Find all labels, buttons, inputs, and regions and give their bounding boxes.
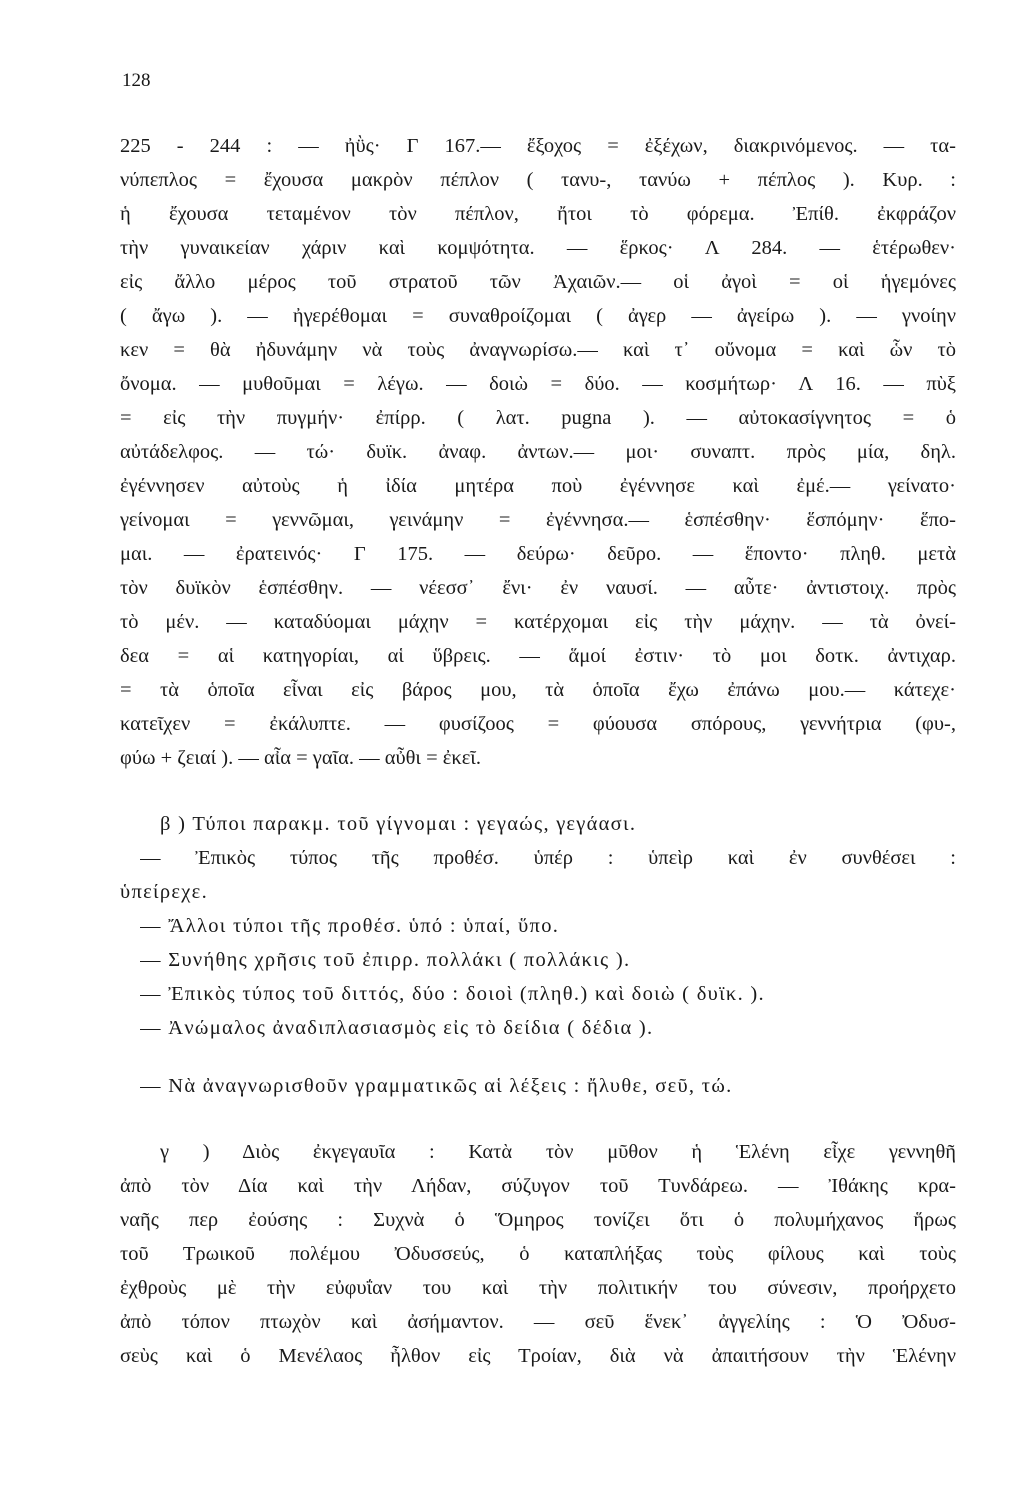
text-line: ἀπὸ τόπον πτωχὸν καὶ ἀσήμαντον. — σεῦ ἕνεκ᾽ ἀγγελίης : Ὁ Ὀδυσ- <box>120 1311 956 1333</box>
text-line: τὴν γυναικείαν χάριν καὶ κομψότητα. — ἕρκος· Λ 284. — ἑτέρωθεν· <box>120 237 956 259</box>
text-line: 225 - 244 : — ἠῢς· Γ 167.— ἔξοχος = ἐξέχων, διακρινόμενος. — τα- <box>120 135 956 157</box>
text-line: νύπεπλος = ἔχουσα μακρὸν πέπλον ( τανυ-, τανύω + πέπλος ). Κυρ. : <box>120 169 956 191</box>
text-line: δεα = αἱ κατηγορίαι, αἱ ὕβρεις. — ἅμοί ἐστιν· τὸ μοι δοτκ. ἀντιχαρ. <box>120 645 956 667</box>
text-line: ἐχθροὺς μὲ τὴν εὐφυΐαν του καὶ τὴν πολιτικήν του σύνεσιν, προήρχετο <box>120 1277 956 1299</box>
text-line: — Ἐπικὸς τύπος τοῦ διττός, δύο : δοιοὶ (πληθ.) καὶ δοιὼ ( δυϊκ. ). <box>140 983 765 1005</box>
text-line: ἀπὸ τὸν Δία καὶ τὴν Λήδαν, σύζυγον τοῦ Τυνδάρεω. — Ἰθάκης κρα- <box>120 1175 956 1197</box>
text-line: — Συνήθης χρῆσις τοῦ ἐπιρρ. πολλάκι ( πολλάκις ). <box>140 949 631 971</box>
text-line: φύω + ζειαί ). — αἶα = γαῖα. — αὖθι = ἐκεῖ. <box>120 747 481 769</box>
text-line: γείνομαι = γεννῶμαι, γεινάμην = ἐγέννησα.— ἑσπέσθην· ἕσπόμην· ἕπο- <box>120 509 956 531</box>
text-line: γ ) Διὸς ἐκγεγαυῖα : Κατὰ τὸν μῦθον ἡ Ἑλένη εἶχε γεννηθῆ <box>160 1141 956 1163</box>
text-line: — Νὰ ἀναγνωρισθοῦν γραμματικῶς αἱ λέξεις : ἤλυθε, σεῦ, τώ. <box>140 1075 733 1097</box>
text-line: ἐγέννησεν αὐτοὺς ἡ ἰδία μητέρα ποὺ ἐγέννησε καὶ ἐμέ.— γείνατο· <box>120 475 956 497</box>
text-line: ὑπείρεχε. <box>120 881 208 903</box>
text-line: ὄνομα. — μυθοῦμαι = λέγω. — δοιὼ = δύο. — κοσμήτωρ· Λ 16. — πὺξ <box>120 373 956 395</box>
text-line: τοῦ Τρωικοῦ πολέμου Ὀδυσσεύς, ὁ καταπλήξας τοὺς φίλους καὶ τοὺς <box>120 1243 956 1265</box>
page-number: 128 <box>122 70 151 91</box>
text-line: σεὺς καὶ ὁ Μενέλαος ἦλθον εἰς Τροίαν, διὰ νὰ ἀπαιτήσουν τὴν Ἑλένην <box>120 1345 956 1367</box>
text-line: — Ἐπικὸς τύπος τῆς προθέσ. ὑπέρ : ὑπεὶρ καὶ ἐν συνθέσει : <box>140 847 956 869</box>
text-line: αὐτάδελφος. — τώ· δυϊκ. ἀναφ. ἀντων.— μοι· συναπτ. πρὸς μία, δηλ. <box>120 441 956 463</box>
text-line: τὸν δυϊκὸν ἑσπέσθην. — νέεσσ᾽ ἔνι· ἐν ναυσί. — αὖτε· ἀντιστοιχ. πρὸς <box>120 577 956 599</box>
text-line: κεν = θὰ ἠδυνάμην νὰ τοὺς ἀναγνωρίσω.— καὶ τ᾽ οὔνομα = καὶ ὧν τὸ <box>120 339 956 361</box>
text-line: εἰς ἄλλο μέρος τοῦ στρατοῦ τῶν Ἀχαιῶν.— οἱ ἀγοὶ = οἱ ἡγεμόνες <box>120 271 956 293</box>
text-line: ναῆς περ ἐούσης : Συχνὰ ὁ Ὅμηρος τονίζει ὅτι ὁ πολυμήχανος ἥρως <box>120 1209 956 1231</box>
text-line: κατεῖχεν = ἐκάλυπτε. — φυσίζοος = φύουσα σπόρους, γεννήτρια (φυ-, <box>120 713 956 735</box>
text-line: ἡ ἔχουσα τεταμένον τὸν πέπλον, ἤτοι τὸ φόρεμα. Ἐπίθ. ἐκφράζον <box>120 203 956 225</box>
text-line: = εἰς τὴν πυγμήν· ἐπίρρ. ( λατ. pugna ). — αὐτοκασίγνητος = ὁ <box>120 407 956 429</box>
text-line: — Ἄλλοι τύποι τῆς προθέσ. ὑπό : ὑπαί, ὕπο. <box>140 915 560 937</box>
text-line: μαι. — ἐρατεινός· Γ 175. — δεύρω· δεῦρο. — ἕποντο· πληθ. μετὰ <box>120 543 956 565</box>
text-line: — Ἀνώμαλος ἀναδιπλασιασμὸς εἰς τὸ δείδια ( δέδια ). <box>140 1017 654 1039</box>
text-line: β ) Τύποι παρακμ. τοῦ γίγνομαι : γεγαώς, γεγάασι. <box>160 813 637 835</box>
text-line: ( ἄγω ). — ἠγερέθομαι = συναθροίζομαι ( ἀγερ — ἀγείρω ). — γνοίην <box>120 305 956 327</box>
text-line: = τὰ ὁποῖα εἶναι εἰς βάρος μου, τὰ ὁποῖα ἔχω ἐπάνω μου.— κάτεχε· <box>120 679 956 701</box>
text-line: τὸ μέν. — καταδύομαι μάχην = κατέρχομαι εἰς τὴν μάχην. — τὰ ὀνεί- <box>120 611 956 633</box>
